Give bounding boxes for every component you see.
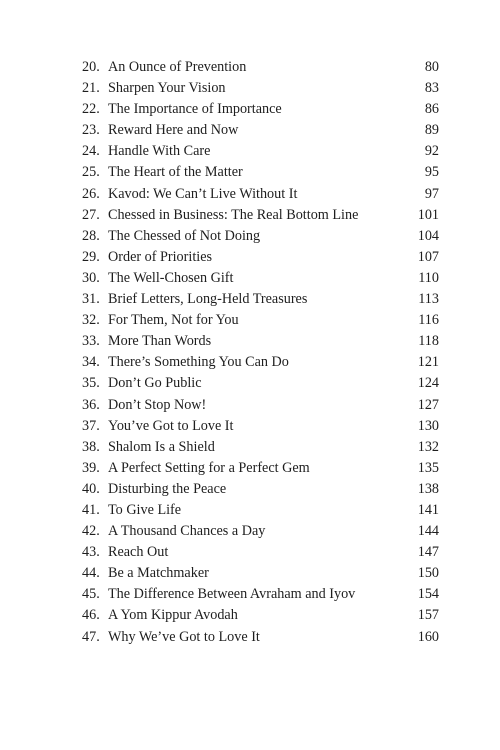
toc-entry <box>82 184 439 205</box>
toc-entry <box>82 563 439 584</box>
toc-entry-page: 147 <box>417 544 439 561</box>
toc-entry <box>82 247 439 268</box>
toc-entry-page: 113 <box>418 291 439 308</box>
toc-entry-title: You’ve Got to Love It <box>108 417 234 434</box>
toc-entry <box>82 584 439 605</box>
toc-entry-page: 160 <box>417 628 439 645</box>
toc-entry <box>82 226 439 247</box>
toc-entry-number: 26. <box>82 185 100 202</box>
toc-entry-title: A Thousand Chances a Day <box>108 523 266 540</box>
toc-entry-page: 86 <box>424 101 439 118</box>
toc-entry-page: 118 <box>418 333 439 350</box>
toc-entry-title: Don’t Stop Now! <box>108 396 207 413</box>
toc-entry-title: Reward Here and Now <box>108 122 239 139</box>
toc-entry-number: 24. <box>82 143 100 160</box>
toc-entry-title: Sharpen Your Vision <box>108 80 226 97</box>
toc-entry-page: 127 <box>417 396 439 413</box>
toc-entry <box>82 205 439 226</box>
toc-entry-number: 35. <box>82 375 100 392</box>
toc-entry-page: 89 <box>424 122 439 139</box>
toc-entry-number: 46. <box>82 607 100 624</box>
toc-entry-number: 43. <box>82 544 100 561</box>
toc-entry-number: 31. <box>82 291 100 308</box>
toc-entry-title: Be a Matchmaker <box>108 565 209 582</box>
toc-entry-title: A Yom Kippur Avodah <box>108 607 238 624</box>
toc-entry <box>82 479 439 500</box>
toc-entry-title: A Perfect Setting for a Perfect Gem <box>108 459 310 476</box>
toc-entry-number: 33. <box>82 333 100 350</box>
toc-entry-title: The Difference Between Avraham and Iyov <box>108 586 356 603</box>
toc-entry <box>82 500 439 521</box>
toc-entry-page: 144 <box>417 523 439 540</box>
toc-entry-number: 27. <box>82 206 100 223</box>
toc-entry-number: 42. <box>82 523 100 540</box>
toc-entry <box>82 289 439 310</box>
toc-entry-page: 110 <box>418 269 439 286</box>
toc-entry-number: 29. <box>82 248 100 265</box>
toc-entry-number: 47. <box>82 628 100 645</box>
toc-entry-page: 104 <box>417 227 439 244</box>
toc-entry <box>82 57 439 78</box>
toc-entry-title: The Chessed of Not Doing <box>108 227 261 244</box>
toc-entry <box>82 310 439 331</box>
toc-entry-title: Handle With Care <box>108 143 211 160</box>
toc-entry-page: 107 <box>417 248 439 265</box>
toc-entry-page: 121 <box>417 354 439 371</box>
toc-entry <box>82 437 439 458</box>
toc-entry-title: Kavod: We Can’t Live Without It <box>108 185 298 202</box>
toc-entry-page: 92 <box>424 143 439 160</box>
table-of-contents <box>82 57 439 648</box>
toc-entry-title: Brief Letters, Long-Held Treasures <box>108 291 308 308</box>
toc-entry <box>82 542 439 563</box>
toc-entry-title: Reach Out <box>108 544 169 561</box>
toc-entry-number: 34. <box>82 354 100 371</box>
toc-entry-page: 97 <box>424 185 439 202</box>
toc-entry-number: 21. <box>82 80 100 97</box>
toc-entry-page: 150 <box>417 565 439 582</box>
toc-entry <box>82 605 439 626</box>
toc-entry-title: The Well-Chosen Gift <box>108 269 234 286</box>
toc-entry-title: The Heart of the Matter <box>108 164 243 181</box>
toc-entry-page: 83 <box>424 80 439 97</box>
toc-entry-title: The Importance of Importance <box>108 101 282 118</box>
toc-entry <box>82 521 439 542</box>
toc-entry-page: 116 <box>418 312 439 329</box>
toc-entry-page: 124 <box>417 375 439 392</box>
toc-entry <box>82 120 439 141</box>
toc-entry-page: 157 <box>417 607 439 624</box>
toc-entry-page: 154 <box>417 586 439 603</box>
toc-entry-page: 141 <box>417 501 439 518</box>
toc-entry-number: 38. <box>82 438 100 455</box>
toc-entry <box>82 627 439 648</box>
toc-entry-title: To Give Life <box>108 501 182 518</box>
toc-entry-title: Disturbing the Peace <box>108 480 227 497</box>
toc-entry-number: 37. <box>82 417 100 434</box>
toc-entry-title: An Ounce of Prevention <box>108 59 247 75</box>
toc-entry-number: 32. <box>82 312 100 329</box>
toc-entry-title: Chessed in Business: The Real Bottom Line <box>108 206 359 223</box>
toc-entry-number: 22. <box>82 101 100 118</box>
toc-entry <box>82 78 439 99</box>
toc-entry-title: Order of Priorities <box>108 248 213 265</box>
toc-entry-number: 45. <box>82 586 100 603</box>
toc-entry <box>82 352 439 373</box>
toc-entry <box>82 141 439 162</box>
toc-entry <box>82 373 439 394</box>
toc-entry-number: 44. <box>82 565 100 582</box>
toc-entry-title: More Than Words <box>108 333 212 350</box>
toc-entry-page: 130 <box>417 417 439 434</box>
toc-entry-number: 41. <box>82 501 100 518</box>
toc-entry-number: 23. <box>82 122 100 139</box>
toc-entry <box>82 162 439 183</box>
toc-entry-page: 135 <box>417 459 439 476</box>
toc-entry-number: 28. <box>82 227 100 244</box>
toc-entry <box>82 458 439 479</box>
toc-entry <box>82 99 439 120</box>
toc-entry-page: 95 <box>424 164 439 181</box>
toc-entry-number: 30. <box>82 269 100 286</box>
toc-entry <box>82 331 439 352</box>
toc-entry-title: Shalom Is a Shield <box>108 438 215 455</box>
toc-entry-page: 138 <box>417 480 439 497</box>
toc-entry <box>82 395 439 416</box>
toc-entry-title: Don’t Go Public <box>108 375 202 392</box>
toc-entry-number: 40. <box>82 480 100 497</box>
toc-entry <box>82 416 439 437</box>
toc-entry-title: Why We’ve Got to Love It <box>108 628 260 645</box>
toc-entry-number: 20. <box>82 59 100 75</box>
toc-entry-number: 25. <box>82 164 100 181</box>
toc-entry-number: 36. <box>82 396 100 413</box>
toc-entry-page: 101 <box>417 206 439 223</box>
toc-entry-page: 132 <box>417 438 439 455</box>
toc-entry <box>82 268 439 289</box>
toc-entry-number: 39. <box>82 459 100 476</box>
toc-entry-page: 80 <box>424 59 439 75</box>
toc-entry-title: For Them, Not for You <box>108 312 239 329</box>
toc-entry-title: There’s Something You Can Do <box>108 354 289 371</box>
